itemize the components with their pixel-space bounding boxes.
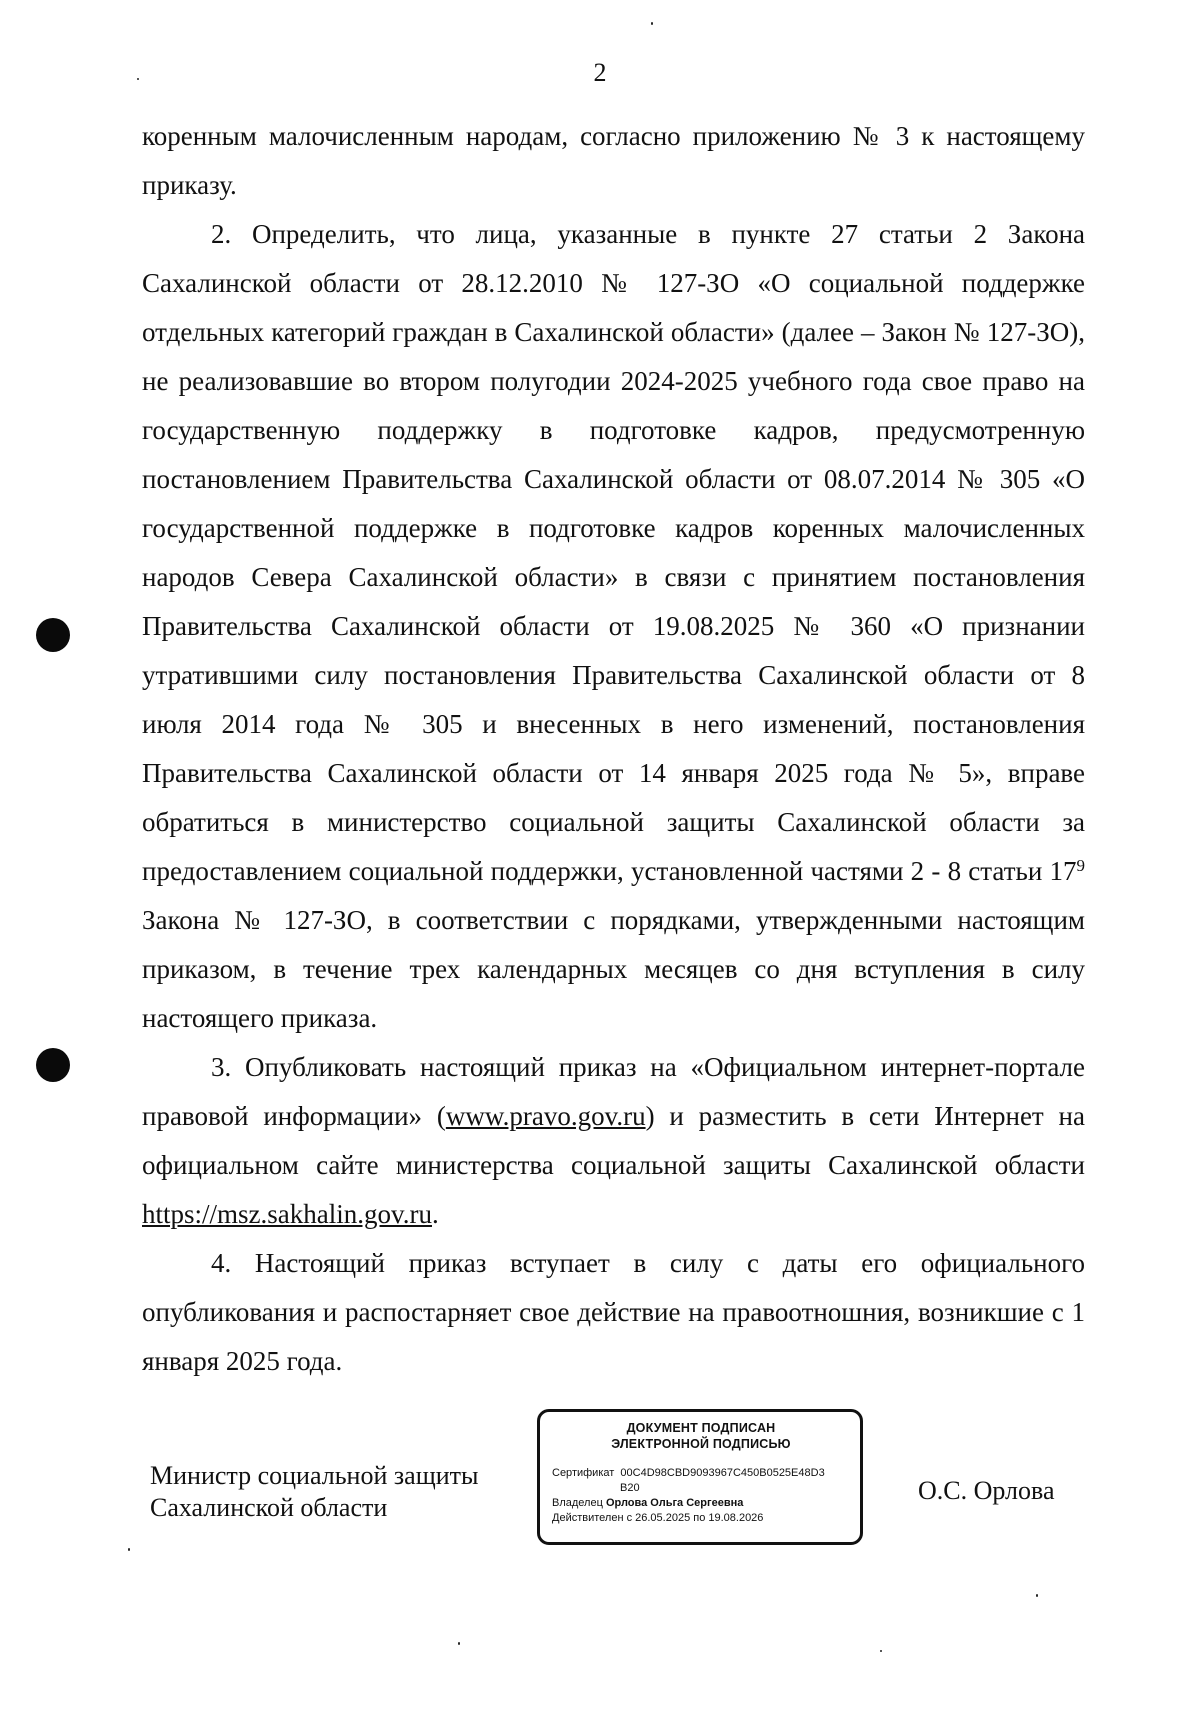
paragraph-4: 4. Настоящий приказ вступает в силу с даты его официального опубликования и распостарняет свое действие на правоотношния, возникшие с 1 января 2025 года. bbox=[142, 1248, 1085, 1376]
scan-speck bbox=[880, 1650, 882, 1652]
stamp-certificate-value: 00C4D98CBD9093967C450B0525E48D3 bbox=[620, 1467, 825, 1479]
paragraph-3-text-middle: ) и разместить в сети Интернет на официальном сайте министерства социальной защиты Сахалинской области bbox=[142, 1101, 1085, 1180]
paragraph-2-text: 2. Определить, что лица, указанные в пункте 27 статьи 2 Закона Сахалинской области от 28.12.2010 № 127-ЗО «О социальной поддержке отдельных категорий граждан в Сахалинской области» (далее – Закон № 127-ЗО), не реализовавшие во втором полугодии 2024-2025 учебного года свое право на государственную поддержку в подготовке кадров, предусмотренную постановлением Правительства Сахалинской области от 08.07.2014 № 305 «О государственной поддержке в подготовке кадров коренных малочисленных народов Севера Сахалинской области» в связи с принятием постановления Правительства Сахалинской области от 19.08.2025 № 360 «О признании утратившими силу постановления Правительства Сахалинской области от 8 июля 2014 года № 305 и внесенных в него изменений, постановления Правительства Сахалинской области от 14 января 2025 года № 5», вправе обратиться в министерство социальной защиты Сахалинской области за предоставлением социальной поддержки, установленной частями 2 - 8 статьи 17 bbox=[142, 219, 1085, 886]
stamp-validity: Действителен с 26.05.2025 по 19.08.2026 bbox=[552, 1512, 764, 1524]
paragraph-2-text-end: Закона № 127-ЗО, в соответствии с порядками, утвержденными настоящим приказом, в течение трех календарных месяцев со дня вступления в силу настоящего приказа. bbox=[142, 905, 1085, 1033]
stamp-certificate bbox=[552, 1466, 850, 1481]
scan-speck bbox=[458, 1642, 460, 1645]
paragraph-2 bbox=[142, 210, 1085, 1043]
signer-position bbox=[150, 1460, 478, 1524]
stamp-owner-value: Орлова Ольга Сергеевна bbox=[605, 1497, 744, 1509]
punch-hole-mark bbox=[36, 618, 70, 652]
scan-speck bbox=[651, 22, 653, 25]
paragraph-3-text: 3. Опубликовать настоящий приказ на «Официальном интернет-портале правовой информации» ( bbox=[142, 1052, 1085, 1131]
scan-speck bbox=[137, 78, 139, 80]
msz-sakhalin-link[interactable]: https://msz.sakhalin.gov.ru bbox=[142, 1199, 432, 1229]
paragraph-3-text-end: . bbox=[431, 1199, 439, 1229]
stamp-title-line-2: ЭЛЕКТРОННОЙ ПОДПИСЬЮ bbox=[611, 1437, 791, 1451]
signer-position-line-1: Министр социальной защиты bbox=[150, 1461, 479, 1490]
signer-name: О.С. Орлова bbox=[918, 1476, 1055, 1505]
paragraph-3 bbox=[142, 1043, 1085, 1239]
paragraph-1-continuation: коренным малочисленным народам, согласно приложению № 3 к настоящему приказу. bbox=[142, 121, 1085, 200]
stamp-owner bbox=[552, 1496, 850, 1511]
stamp-title-line-1: ДОКУМЕНТ ПОДПИСАН bbox=[626, 1421, 776, 1435]
scan-speck bbox=[1036, 1594, 1038, 1597]
order-body-text bbox=[142, 112, 1085, 1386]
pravo-gov-link[interactable]: www.pravo.gov.ru bbox=[445, 1101, 646, 1131]
signer-position-line-2: Сахалинской области bbox=[150, 1493, 388, 1522]
article-superscript: 9 bbox=[1076, 856, 1085, 875]
scan-speck bbox=[128, 1548, 130, 1551]
punch-hole-mark bbox=[36, 1048, 70, 1082]
page-number: 2 bbox=[593, 58, 607, 87]
stamp-certificate-label: Сертификат bbox=[552, 1467, 615, 1479]
stamp-certificate-continued: B20 bbox=[620, 1482, 640, 1494]
stamp-owner-label: Владелец bbox=[552, 1497, 603, 1509]
electronic-signature-stamp bbox=[537, 1409, 863, 1545]
